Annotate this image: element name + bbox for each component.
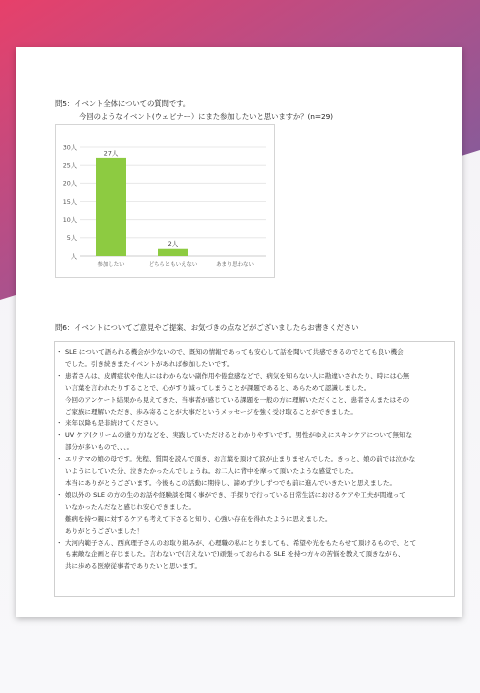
comment-continuation: でした。引き続きまたイベントがあれば参加したいです。 [65, 359, 234, 368]
bar-chart-panel [55, 124, 275, 278]
comment-item: ・ UV ケア(クリームの塗り方)などを、実践していただけるとわかりやすいです。男性がゆえにスキンケアについて無知な [55, 430, 454, 442]
y-tick-label: 5人 [66, 235, 77, 243]
comment-continuation: 共に歩める医療従事者でありたいと思います。 [65, 562, 201, 571]
y-tick-label: 人 [70, 253, 77, 261]
question-6-title: 問6：イベントについてご意見やご提案、お気づきの点などがございましたらお書きください [55, 323, 359, 332]
comment-item: ・ 大河内範子さん、西真理子さんのお取り組みが、心理職の私にとりましても、希望や光をもたらせて頂けるもので、とて [55, 538, 454, 550]
comment-item: ・ 娘以外の SLE の方の生のお話や経験談を聞く事ができ、手探りで行っている日常生活におけるケアや工夫が間違って [55, 490, 454, 502]
comment-item: ・ SLE について語られる機会が少ないので、既知の情報であっても安心して話を聞いて共感できるのでとても良い機会 [55, 347, 454, 359]
question-5-title: 問5：イベント全体についての質問です。 [55, 99, 191, 108]
bar [96, 158, 126, 256]
bar-data-label: 27人 [103, 149, 119, 158]
comment-item: ・ エリテマの娘の母です。先程、質問を読んで頂き、お言葉を頂けて涙が止まりませんでした。きっと、娘の前では泣かな [55, 454, 454, 466]
comment-continuation: いなかったんだなと感じれ安心できました。 [65, 502, 195, 511]
comments-box [54, 341, 455, 597]
comment-item: ・ 来年以降も是非続けてください。 [55, 418, 454, 430]
bar-data-label: 2人 [167, 240, 179, 249]
bar [158, 249, 188, 256]
comment-continuation: 難病を持つ親に対するケアも考えて下さると知り、心強い存在を得れたように思えました。 [65, 514, 332, 523]
comment-continuation: ご家族に理解いただき、歩み寄ることが大事だというメッセージを強く受け取ることができました。 [65, 407, 357, 416]
comment-continuation: い言葉を言われたりすることで、心がすり減ってしまうことが課題であると、あらためて認識しました。 [65, 383, 371, 392]
comment-continuation: も素敵な企画と存じました。言わないで(言えないで)頑張っておられる SLE を持つ方々の苦悩を教えて頂きながら、 [65, 550, 405, 559]
comment-continuation: ありがとうございました！ [65, 526, 143, 535]
comment-continuation: 本当にありがとうございます。今後もこの活動に期待し、諦めず少しずつでも前に進んでいきたいと思えました。 [65, 478, 396, 487]
y-tick-label: 30人 [62, 144, 77, 152]
comment-continuation: いようにしていた分、泣きたかったんでしょうね。お二人に背中を摩って頂いたような感覚でした。 [65, 467, 358, 476]
comment-item: ・ 患者さんは、皮膚症状や他人にはわからない副作用や倦怠感などで、病気を知らない人に勘違いされたり、時には心無 [55, 371, 454, 383]
comment-continuation: 今回のアンケート結果から見えてきた、当事者が感じている課題を一般の方に理解いただくこと、患者さんまたはその [65, 395, 410, 404]
x-category-label: どちらともいえない [148, 262, 198, 268]
y-tick-label: 10人 [62, 217, 77, 225]
y-tick-label: 20人 [62, 180, 77, 188]
x-category-label: あまり思わない [216, 262, 254, 268]
y-tick-label: 15人 [62, 198, 77, 206]
question-5-subtitle: 今回のようなイベント(ウェビナー）にまた参加したいと思いますか？(n=29) [79, 112, 333, 121]
bar-chart [56, 125, 274, 277]
x-category-label: 参加したい [97, 262, 125, 268]
comment-continuation: 部分が多いもので、、、。 [65, 443, 134, 452]
y-tick-label: 25人 [62, 162, 77, 170]
